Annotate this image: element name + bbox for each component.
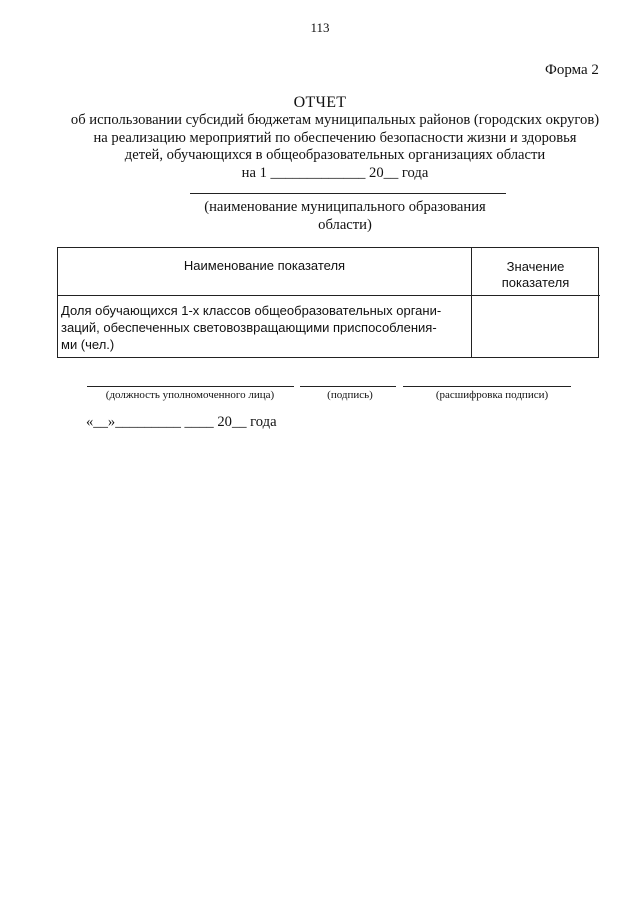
municipality-name-caption (160, 199, 530, 234)
document-title: ОТЧЕТ (293, 94, 347, 111)
signing-date-line[interactable]: «__»_________ ____ 20__ года (86, 414, 277, 430)
subtitle-line: детей, обучающихся в общеобразовательных организациях области (124, 147, 546, 163)
position-signature-line[interactable] (87, 386, 294, 387)
decoding-caption: (расшифровка подписи) (435, 389, 549, 401)
form-label: Форма 2 (545, 62, 599, 78)
subtitle-line: на реализацию мероприятий по обеспечению безопасности жизни и здоровья (93, 129, 577, 146)
header-indicator-value (472, 259, 599, 291)
table-row-indicator-name (61, 302, 467, 353)
municipality-name-line (190, 193, 506, 194)
signature-line[interactable] (300, 386, 396, 387)
header-value-line: Значение (506, 259, 565, 274)
page-number: 113 (310, 20, 330, 35)
signature-decoding-line[interactable] (403, 386, 571, 387)
header-value-line: показателя (501, 275, 570, 290)
indicator-table (57, 247, 599, 358)
report-subtitle (40, 112, 630, 182)
table-header-row (58, 248, 600, 296)
caption-line: (наименование муниципального образования (204, 199, 486, 215)
position-caption: (должность уполномоченного лица) (105, 389, 275, 401)
caption-line: области) (318, 216, 372, 233)
header-indicator-name: Наименование показателя (183, 258, 346, 273)
indicator-name-line: Доля обучающихся 1-х классов общеобразовательных органи- (61, 303, 442, 318)
report-date-line: на 1 _____________ 20__ года (241, 164, 429, 181)
indicator-name-line: ми (чел.) (61, 337, 115, 352)
indicator-name-line: заций, обеспеченных световозвращающими приспособления- (61, 320, 437, 335)
signature-caption: (подпись) (327, 389, 373, 401)
indicator-value-field[interactable] (472, 302, 599, 352)
subtitle-line: об использовании субсидий бюджетам муниципальных районов (городских округов) (70, 112, 600, 128)
